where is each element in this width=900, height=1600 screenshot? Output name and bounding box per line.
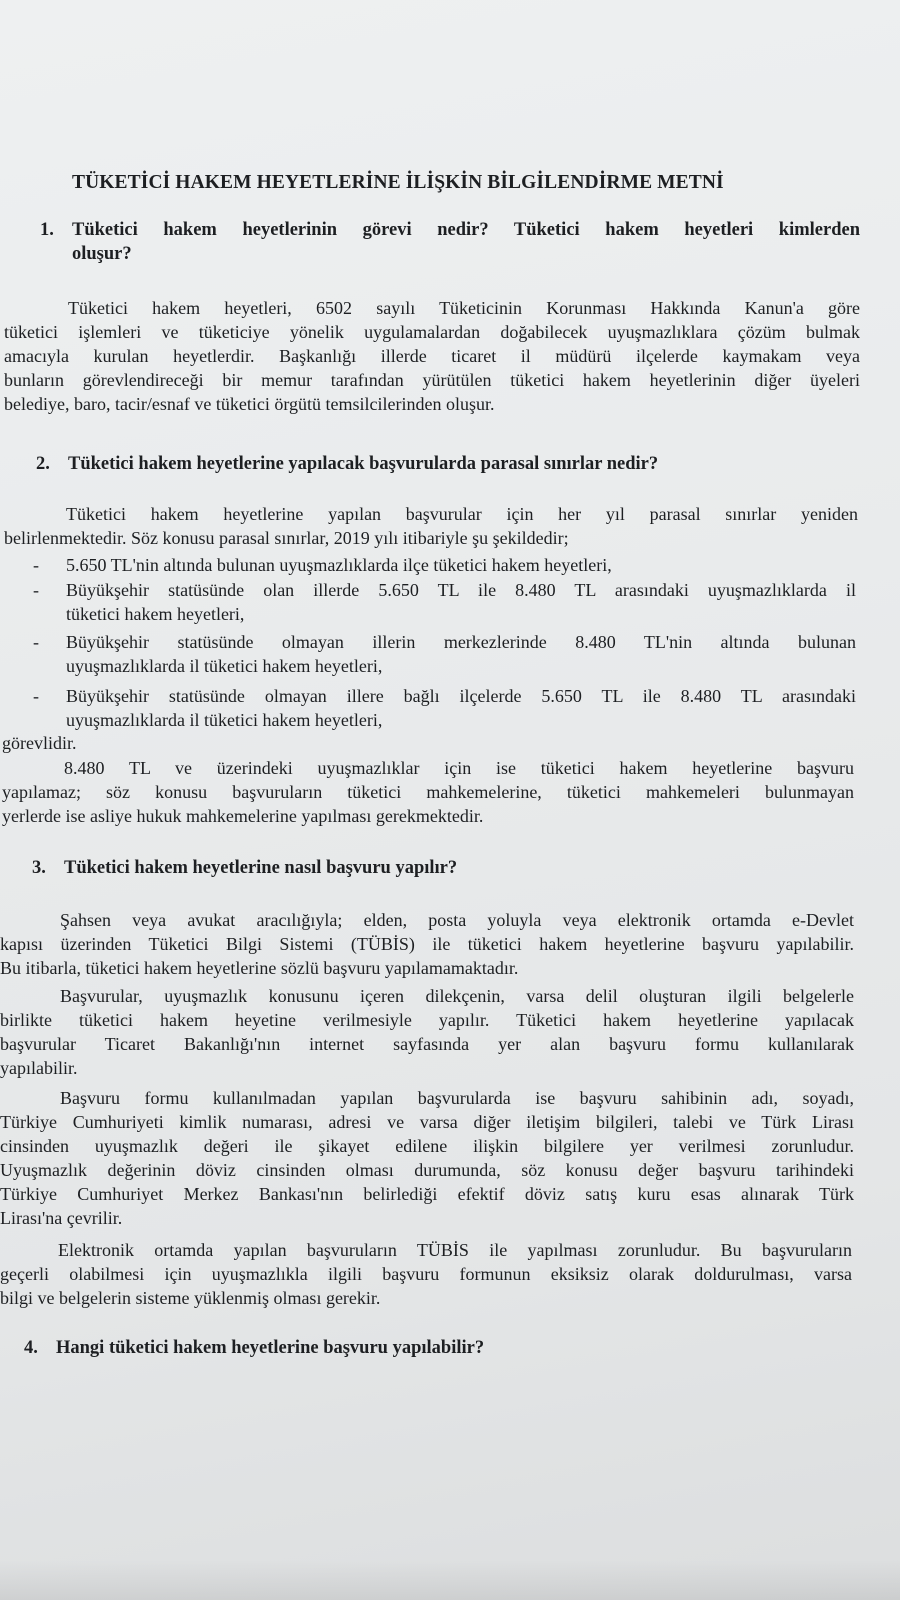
paragraph-line: Tüketici hakem heyetlerine yapılan başvurular için her yıl parasal sınırlar yeniden — [66, 504, 858, 524]
section-1-question-line-2: oluşur? — [72, 244, 132, 264]
paragraph-line: amacıyla kurulan heyetlerdir. Başkanlığı illerde ticaret il müdürü ilçelerde kaymakam veya — [4, 346, 860, 366]
bullet-dash: - — [33, 580, 39, 600]
section-1-number: 1. — [40, 220, 54, 240]
section-3-question — [32, 856, 824, 880]
bullet-line: Büyükşehir statüsünde olmayan illere bağlı ilçelerde 5.650 TL ile 8.480 TL arasındaki — [66, 686, 856, 706]
paragraph-line: Elektronik ortamda yapılan başvuruların TÜBİS ile yapılması zorunludur. Bu başvuruların — [58, 1240, 852, 1260]
bullet-line: uyuşmazlıklarda il tüketici hakem heyetleri, — [66, 710, 383, 730]
bullet-item — [33, 553, 856, 577]
paragraph-line: başvurular Ticaret Bakanlığı'nın internet sayfasında yer alan başvuru formu kullanılarak — [0, 1034, 854, 1054]
paragraph-line: Başvurular, uyuşmazlık konusunu içeren dilekçenin, varsa delil oluşturan ilgili belgelerle — [60, 986, 854, 1006]
paragraph-line: görevlidir. — [2, 733, 77, 753]
paragraph-line: yerlerde ise asliye hukuk mahkemelerine yapılması gerekmektedir. — [2, 806, 484, 826]
section-3-paragraph-3 — [0, 1086, 854, 1230]
section-1-paragraph — [4, 296, 860, 416]
page-shadow — [0, 1560, 900, 1600]
paragraph-line: cinsinden uyuşmazlık değeri ile şikayet edilene ilişkin bilgilere yer verilmesi zorunludur. — [0, 1136, 854, 1156]
section-4-question-line-1: Hangi tüketici hakem heyetlerine başvuru yapılabilir? — [56, 1338, 485, 1358]
paragraph-line: Uyuşmazlık değerinin döviz cinsinden olması durumunda, söz konusu değer başvuru tarihindeki — [0, 1160, 854, 1180]
paragraph-line: kapısı üzerinden Tüketici Bilgi Sistemi (TÜBİS) ile tüketici hakem heyetlerine başvuru yapılabilir. — [0, 934, 854, 954]
bullet-line: tüketici hakem heyetleri, — [66, 604, 245, 624]
section-4-number: 4. — [24, 1338, 38, 1358]
paragraph-line: Tüketici hakem heyetleri, 6502 sayılı Tüketicinin Korunması Hakkında Kanun'a göre — [68, 298, 860, 318]
paragraph-line: bilgi ve belgelerin sisteme yüklenmiş olması gerekir. — [0, 1288, 381, 1308]
section-3-paragraph-4 — [0, 1238, 852, 1310]
section-2-number: 2. — [36, 454, 50, 474]
bullet-line: Büyükşehir statüsünde olmayan illerin merkezlerinde 8.480 TL'nin altında bulunan — [66, 632, 856, 652]
section-3-paragraph-2 — [0, 984, 854, 1080]
section-3-number: 3. — [32, 858, 46, 878]
section-4-question — [24, 1336, 816, 1360]
paragraph-line: 8.480 TL ve üzerindeki uyuşmazlıklar için ise tüketici hakem heyetlerine başvuru — [64, 758, 854, 778]
paragraph-line: birlikte tüketici hakem heyetine verilmesiyle yapılır. Tüketici hakem heyetlerine yapılacak — [0, 1010, 854, 1030]
bullet-line: Büyükşehir statüsünde olan illerde 5.650 TL ile 8.480 TL arasındaki uyuşmazlıklarda il — [66, 580, 856, 600]
bullet-line: 5.650 TL'nin altında bulunan uyuşmazlıklarda ilçe tüketici hakem heyetleri, — [66, 555, 612, 575]
paragraph-line: geçerli olabilmesi için uyuşmazlıkla ilgili başvuru formunun eksiksiz olarak doldurulması, varsa — [0, 1264, 852, 1284]
section-2-question-line-1: Tüketici hakem heyetlerine yapılacak başvurularda parasal sınırlar nedir? — [68, 454, 659, 474]
paragraph-line: Bu itibarla, tüketici hakem heyetlerine sözlü başvuru yapılamamaktadır. — [0, 958, 519, 978]
section-2-closing — [2, 756, 854, 828]
document-title: TÜKETİCİ HAKEM HEYETLERİNE İLİŞKİN BİLGİLENDİRME METNİ — [72, 172, 724, 193]
bullet-item — [33, 684, 856, 732]
paragraph-line: tüketici işlemleri ve tüketiciye yönelik uygulamalardan doğabilecek uyuşmazlıklara çözüm bulmak — [4, 322, 860, 342]
paragraph-line: Başvuru formu kullanılmadan yapılan başvurularda ise başvuru sahibinin adı, soyadı, — [60, 1088, 854, 1108]
paragraph-line: belirlenmektedir. Söz konusu parasal sınırlar, 2019 yılı itibariyle şu şekildedir; — [4, 528, 569, 548]
bullet-dash: - — [33, 632, 39, 652]
paragraph-line: Türkiye Cumhuriyet Merkez Bankası'nın belirlediği efektif döviz satış kuru esas alınarak Türk — [0, 1184, 854, 1204]
paragraph-line: Türkiye Cumhuriyeti kimlik numarası, adresi ve varsa diğer iletişim bilgileri, talebi ve Türk Lirası — [0, 1112, 854, 1132]
bullet-line: uyuşmazlıklarda il tüketici hakem heyetleri, — [66, 656, 383, 676]
paragraph-line: Şahsen veya avukat aracılığıyla; elden, posta yoluyla veya elektronik ortamda e-Devlet — [60, 910, 854, 930]
paragraph-line: bunların görevlendireceği bir memur tarafından yürütülen tüketici hakem heyetlerinin diğer üyeleri — [4, 370, 860, 390]
bullet-item — [33, 630, 856, 678]
bullet-dash: - — [33, 686, 39, 706]
section-1-question-line-1: Tüketici hakem heyetlerinin görevi nedir? Tüketici hakem heyetleri kimlerden — [72, 220, 860, 240]
section-3-paragraph-1 — [0, 908, 854, 980]
paragraph-line: yapılabilir. — [0, 1058, 78, 1078]
section-2-after-bullets — [2, 731, 302, 755]
section-1-question — [40, 218, 860, 266]
section-2-intro — [4, 502, 858, 550]
paragraph-line: yapılamaz; söz konusu başvuruların tüketici mahkemelerine, tüketici mahkemeleri bulunmayan — [2, 782, 854, 802]
section-3-question-line-1: Tüketici hakem heyetlerine nasıl başvuru yapılır? — [64, 858, 458, 878]
paragraph-line: Lirası'na çevrilir. — [0, 1208, 123, 1228]
section-2-question — [36, 452, 828, 476]
paragraph-line: belediye, baro, tacir/esnaf ve tüketici örgütü temsilcilerinden oluşur. — [4, 394, 495, 414]
bullet-item — [33, 578, 856, 626]
bullet-dash: - — [33, 555, 39, 575]
